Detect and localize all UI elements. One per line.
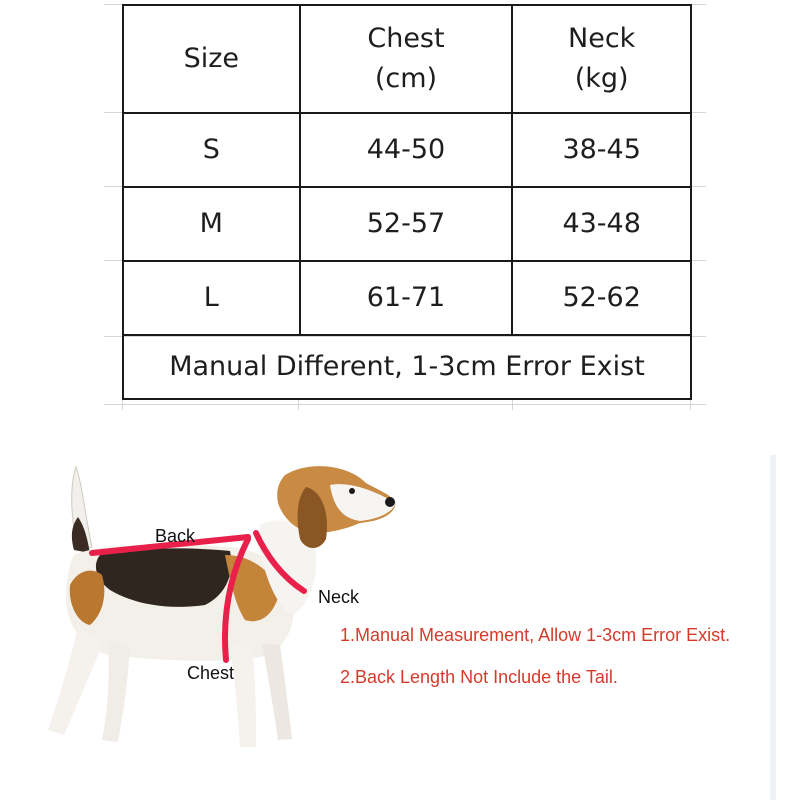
dog-front-leg [230,645,256,747]
table-row [123,113,691,187]
label-chest: Chest [187,663,235,683]
cell-chest: 52-57 [300,187,513,261]
cell-size: S [123,113,300,187]
header-neck: Neck (kg) [512,5,691,113]
label-neck: Neck [318,587,360,607]
label-back: Back [155,526,196,546]
grid-line [122,400,123,410]
grid-line [512,400,513,410]
size-chart-table [122,4,692,400]
table-row [123,261,691,335]
cell-chest: 61-71 [300,261,513,335]
cell-size: M [123,187,300,261]
cell-chest: 44-50 [300,113,513,187]
dog-rear-leg [48,625,102,735]
cell-neck: 43-48 [512,187,691,261]
measurement-note-1: 1.Manual Measurement, Allow 1-3cm Error Exist. [340,625,731,645]
cell-size: L [123,261,300,335]
header-size: Size [123,5,300,113]
table-row [123,187,691,261]
table-header-row [123,5,691,113]
grid-line [690,400,691,410]
header-chest: Chest (cm) [300,5,513,113]
grid-line [104,404,706,405]
table-note-row [123,335,691,399]
grid-line [298,400,299,410]
cell-neck: 52-62 [512,261,691,335]
edge-shade [770,455,776,800]
cell-neck: 38-45 [512,113,691,187]
measurement-note-2: 2.Back Length Not Include the Tail. [340,667,618,687]
table-note: Manual Different, 1-3cm Error Exist [123,335,691,399]
